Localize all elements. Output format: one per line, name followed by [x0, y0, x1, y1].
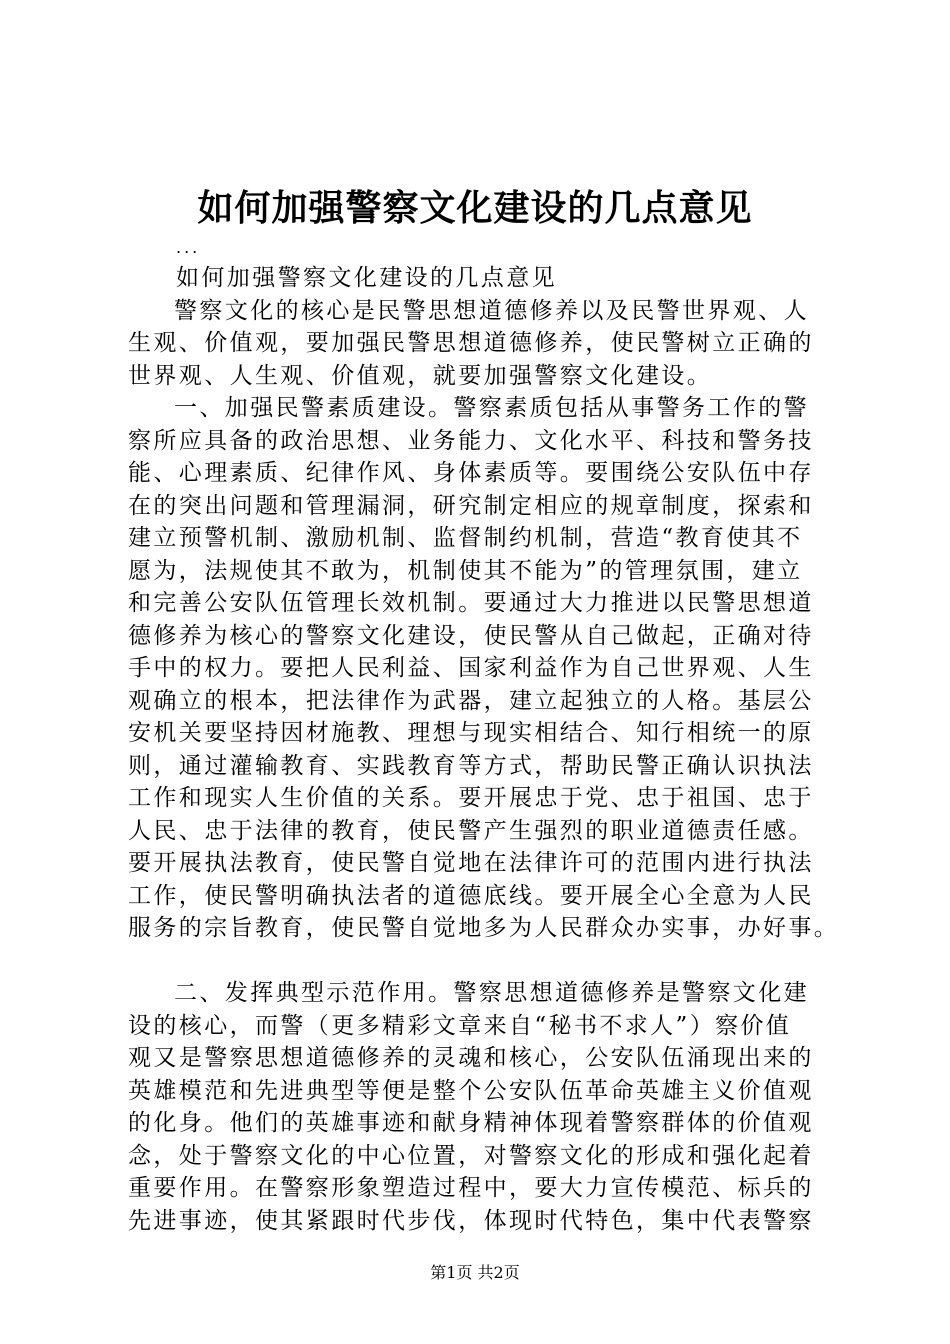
- paragraph-line: 先进事迹，使其紧跟时代步伐，体现时代特色，集中代表警察: [128, 1207, 814, 1234]
- paragraph-line: 察所应具备的政治思想、业务能力、文化水平、科技和警务技: [128, 427, 814, 454]
- paragraph-line: 世界观、人生观、价值观，就要加强警察文化建设。: [128, 362, 713, 389]
- paragraph-line: 二、发挥典型示范作用。警察思想道德修养是警察文化建: [174, 980, 809, 1006]
- paragraph-line: 一、加强民警素质建设。警察素质包括从事警务工作的警: [174, 395, 809, 421]
- paragraph-line: 德修养为核心的警察文化建设，使民警从自己做起，正确对待: [128, 622, 814, 649]
- paragraph-line: 安机关要坚持因材施教、理想与现实相结合、知行相统一的原: [128, 720, 814, 746]
- page-footer: 第1页 共2页: [430, 1263, 520, 1282]
- paragraph-line: 人民、忠于法律的教育，使民警产生强烈的职业道德责任感。: [128, 817, 814, 844]
- paragraph-line: 服务的宗旨教育，使民警自觉地多为人民群众办实事，办好事。: [128, 915, 840, 941]
- paragraph-line: 生观、价值观，要加强民警思想道德修养，使民警树立正确的: [128, 330, 814, 356]
- paragraph-line: 能、心理素质、纪律作风、身体素质等。要围绕公安队伍中存: [128, 460, 814, 486]
- paragraph-line: 观确立的根本，把法律作为武器，建立起独立的人格。基层公: [128, 687, 814, 714]
- document-body: [128, 238, 840, 1237]
- paragraph-line: 在的突出问题和管理漏洞，研究制定相应的规章制度，探索和: [128, 492, 814, 519]
- paragraph-line: 设的核心，而警（更多精彩文章来自“秘书不求人”）察价值: [128, 1012, 792, 1039]
- paragraph-line: 工作，使民警明确执法者的道德底线。要开展全心全意为人民: [128, 882, 814, 909]
- paragraph-line: 工作和现实人生价值的关系。要开展忠于党、忠于祖国、忠于: [128, 785, 814, 811]
- paragraph-line: 警察文化的核心是民警思想道德修养以及民警世界观、人: [174, 297, 809, 324]
- subtitle-line: 如何加强警察文化建设的几点意见: [176, 265, 557, 291]
- paragraph-line: 愿为，法规使其不敢为，机制使其不能为”的管理氛围，建立: [128, 557, 803, 584]
- paragraph-line: 手中的权力。要把人民利益、国家利益作为自己世界观、人生: [128, 655, 814, 681]
- paragraph-line: 则，通过灌输教育、实践教育等方式，帮助民警正确认识执法: [128, 752, 814, 779]
- paragraph-line: 建立预警机制、激励机制、监督制约机制，营造“教育使其不: [128, 525, 803, 551]
- paragraph-line: 念，处于警察文化的中心位置，对警察文化的形成和强化起着: [128, 1142, 814, 1169]
- paragraph-line: 观又是警察思想道德修养的灵魂和核心，公安队伍涌现出来的: [128, 1045, 814, 1071]
- document-title: 如何加强警察文化建设的几点意见: [197, 187, 753, 229]
- ellipsis-marker: ...: [176, 238, 201, 257]
- paragraph-line: 要开展执法教育，使民警自觉地在法律许可的范围内进行执法: [128, 850, 814, 876]
- paragraph-line: 的化身。他们的英雄事迹和献身精神体现着警察群体的价值观: [128, 1110, 814, 1136]
- paragraph-line: 重要作用。在警察形象塑造过程中，要大力宣传模范、标兵的: [128, 1175, 814, 1201]
- paragraph-line: 英雄模范和先进典型等便是整个公安队伍革命英雄主义价值观: [128, 1077, 814, 1104]
- paragraph-spacer: [128, 945, 833, 978]
- paragraph-line: 和完善公安队伍管理长效机制。要通过大力推进以民警思想道: [128, 590, 814, 616]
